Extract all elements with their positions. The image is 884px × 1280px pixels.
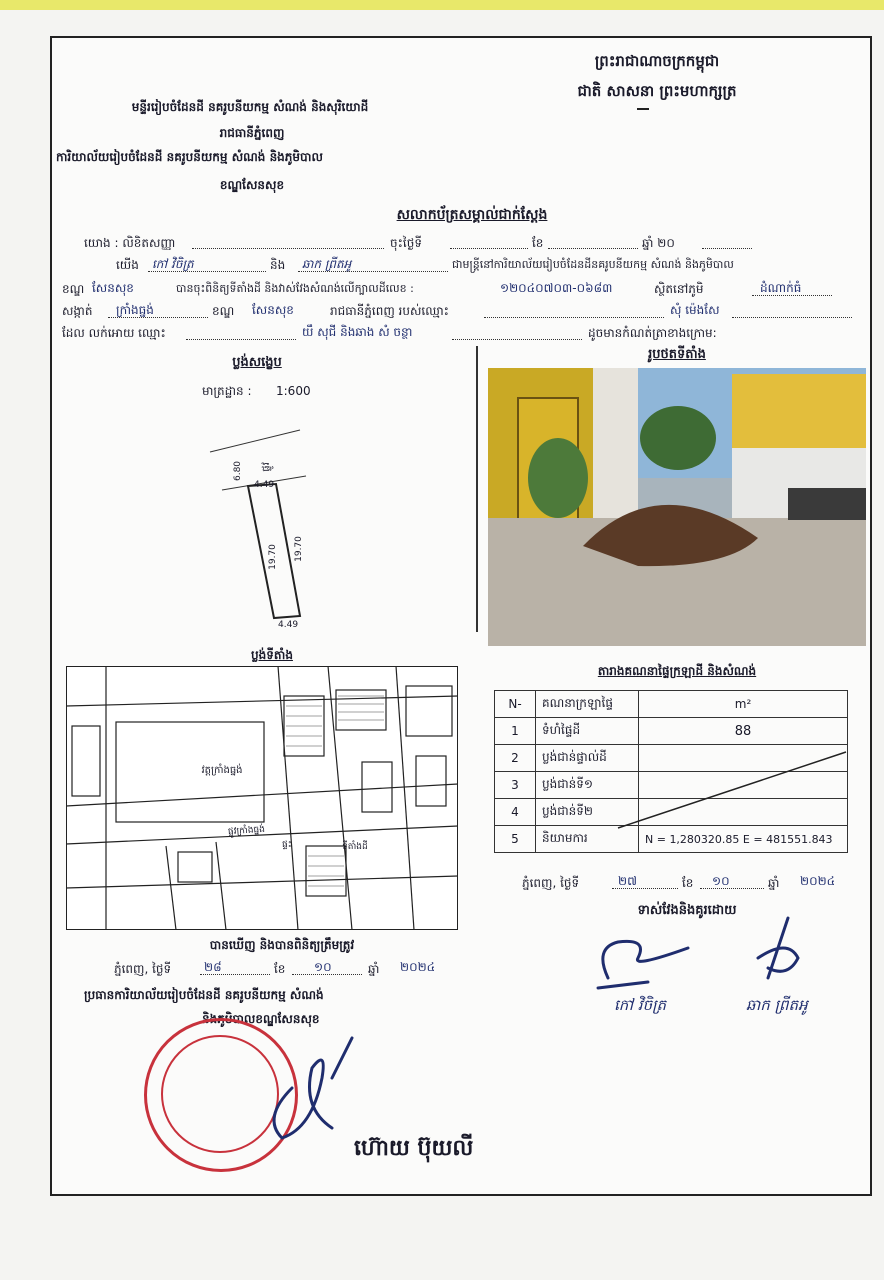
row-no: 5 <box>495 826 536 853</box>
left-day: ២៨ <box>204 960 222 974</box>
city-text: រាជធានីភ្នំពេញ របស់ឈ្មោះ <box>330 304 449 318</box>
paper-edge-highlight <box>0 0 884 10</box>
table-header-row <box>495 691 848 718</box>
location-map <box>66 666 458 930</box>
table-strike-line <box>614 750 850 830</box>
sold-line <box>186 339 296 340</box>
sketch-title: ប្លង់សង្ខេប <box>232 355 282 370</box>
map-road-label: ផ្លូវក្រាំងធ្នង់ <box>227 824 266 838</box>
we-label: យើង <box>116 258 139 272</box>
visit-text: បានចុះពិនិត្យទីតាំងដី និងវាស់វែងសំណង់លើក្បាលដីលេខ : <box>176 282 414 295</box>
dept-line-3: ការិយាល័យរៀបចំដែនដី នគរូបនីយកម្ម សំណង់ និងភូមិបាល <box>56 150 323 164</box>
row-desc: ប្លង់ជាន់ផ្ទាល់ដី <box>536 745 639 772</box>
kingdom-motto: ជាតិ សាសនា ព្រះមហាក្សត្រ <box>577 82 737 100</box>
village-line <box>752 295 832 296</box>
left-month-label: ខែ <box>274 962 286 976</box>
sold-label: ដែល លក់អោយ ឈ្មោះ <box>62 326 166 340</box>
dept-line-1: មន្ទីររៀបចំដែនដី នគរូបនីយកម្ម សំណង់ និងសុរិយោដី <box>131 100 369 114</box>
parcel-value: ១២០៤០៧០៣-០៦៨៣ <box>500 281 613 295</box>
left-month: ១០ <box>314 960 332 974</box>
map-small-label: ផ្ទះ <box>282 840 292 850</box>
kingdom-title: ព្រះរាជាណាចក្រកម្ពុជា <box>594 52 720 70</box>
owner-line-b <box>732 317 852 318</box>
right-year: ២០២៤ <box>800 874 836 888</box>
row-desc: ប្លង់ជាន់ទី២ <box>536 799 639 826</box>
photo-title: រូបថតទីតាំង <box>648 347 706 362</box>
role-text: ជាមន្ត្រីនៅការិយាល័យរៀបចំដែនដីនគរូបនីយកម្ម សំណង់ និងភូមិបាល <box>452 258 734 271</box>
location-map-title: ប្លង់ទីតាំង <box>251 648 293 662</box>
khan-label: ខណ្ឌ <box>62 282 85 296</box>
khan2-value: សែនសុខ <box>252 303 294 317</box>
left-date-label: ភ្នំពេញ, ថ្ងៃទី <box>114 962 172 976</box>
right-month: ១០ <box>712 874 730 888</box>
month-label: ខែ <box>532 236 544 250</box>
right-day-line <box>612 888 678 889</box>
left-role-1: ប្រធានការិយាល័យរៀបចំដែនដី នគរូបនីយកម្ម សំណង់ <box>84 988 324 1002</box>
right-day: ២៧ <box>618 874 637 888</box>
sketch-right-length: 19.70 <box>293 536 304 562</box>
village-label: ស្ថិតនៅភូមិ <box>654 282 704 296</box>
and-label: និង <box>270 258 286 272</box>
right-date-label: ភ្នំពេញ, ថ្ងៃទី <box>522 876 580 890</box>
sketch-scale-value: 1:600 <box>276 384 311 398</box>
ref-label: យោង : លិខិតសញ្ញា <box>84 236 176 250</box>
right-month-line <box>700 888 764 889</box>
village-value: ដំណាក់ធំ <box>760 281 802 295</box>
and-line <box>298 271 448 272</box>
date-line <box>450 248 528 249</box>
section-divider <box>476 346 478 632</box>
sketch-road-label: ផ្លូវ <box>260 462 272 472</box>
right-signatures <box>588 908 838 1008</box>
verify-text: បានឃើញ និងបានពិនិត្យត្រឹមត្រូវ <box>209 938 355 952</box>
left-month-line <box>292 974 362 975</box>
owner-value: សុំ ម៉េងសែ <box>670 303 720 317</box>
right-sign-title: ទាស់វែងនិងគូរដោយ <box>637 903 737 918</box>
row-no: 2 <box>495 745 536 772</box>
right-name-1: កៅ វិចិត្រ <box>614 996 667 1014</box>
sangkat-value: ក្រាំងធ្នង់ <box>116 303 154 317</box>
we-line <box>148 271 266 272</box>
sketch-bottom-width: 4.49 <box>278 620 299 630</box>
buyer-value: យឹ សុជី និងឆាង សំ ចន្ថា <box>302 325 413 339</box>
table-row <box>495 718 848 745</box>
right-name-2: ឆាក ព្រីតអូ <box>746 996 808 1014</box>
year-label: ឆ្នាំ ២០ <box>642 236 675 250</box>
row-desc: ទំហំផ្ទៃដី <box>536 718 639 745</box>
right-year-label: ឆ្នាំ <box>768 876 780 890</box>
left-name: ហ៊ោយ ប៊ុយលី <box>354 1136 474 1161</box>
sketch-scale-label: មាត្រដ្ឋាន : <box>202 384 252 398</box>
month-line <box>548 248 638 249</box>
dept-line-4: ខណ្ឌសែនសុខ <box>219 178 285 192</box>
dept-line-2: រាជធានីភ្នំពេញ <box>219 126 285 140</box>
ref-line <box>192 248 384 249</box>
year-line <box>702 248 752 249</box>
certificate-title: សលាកប័ត្រសម្គាល់ជាក់ស្តែង <box>396 207 548 223</box>
sangkat-line <box>108 317 208 318</box>
left-signature <box>232 1028 372 1158</box>
row-desc: និយាមការ <box>536 826 639 853</box>
khan-value: សែនសុខ <box>92 281 134 295</box>
left-role-2: និងភូមិបាលខណ្ឌសែនសុខ <box>202 1012 320 1026</box>
owner-line-a <box>484 317 664 318</box>
motto-divider <box>637 108 649 110</box>
left-year: ២០២៤ <box>400 960 436 974</box>
site-photo <box>488 368 866 646</box>
row-no: 3 <box>495 772 536 799</box>
header-desc: គណនាក្រឡាផ្ទៃ <box>536 691 639 718</box>
row-value: N = 1,280320.85 E = 481551.843 <box>639 826 848 853</box>
sketch-road-width: 6.80 <box>233 460 244 482</box>
map-pagoda-label: វត្តក្រាំងធ្នង់ <box>201 765 243 776</box>
row-value: 88 <box>639 718 848 745</box>
right-month-label: ខែ <box>682 876 694 890</box>
row-no: 4 <box>495 799 536 826</box>
we-value: កៅ វិចិត្រ <box>152 257 194 271</box>
result-text: ដូចមានកំណត់ត្រាខាងក្រោម: <box>588 326 717 340</box>
map-site-label: ទីតាំងដី <box>342 842 368 852</box>
date-label: ចុះថ្ងៃទី <box>390 236 422 250</box>
and-value: ឆាក ព្រីតអូ <box>302 257 352 271</box>
technical-title: តារាងគណនាផ្ទៃក្រឡាដី និងសំណង់ <box>597 664 757 678</box>
sketch-plan <box>202 428 322 628</box>
certificate-sheet <box>50 36 872 1196</box>
sketch-left-length: 19.70 <box>267 544 278 570</box>
row-desc: ប្លង់ជាន់ទី១ <box>536 772 639 799</box>
left-year-label: ឆ្នាំ <box>368 962 380 976</box>
left-day-line <box>200 974 270 975</box>
buyer-line <box>452 339 582 340</box>
sketch-top-width: 4.49 <box>254 480 275 490</box>
header-no: N- <box>495 691 536 718</box>
header-unit: m² <box>639 691 848 718</box>
sangkat-label: សង្កាត់ <box>62 304 93 318</box>
khan2-label: ខណ្ឌ <box>212 304 235 318</box>
row-no: 1 <box>495 718 536 745</box>
